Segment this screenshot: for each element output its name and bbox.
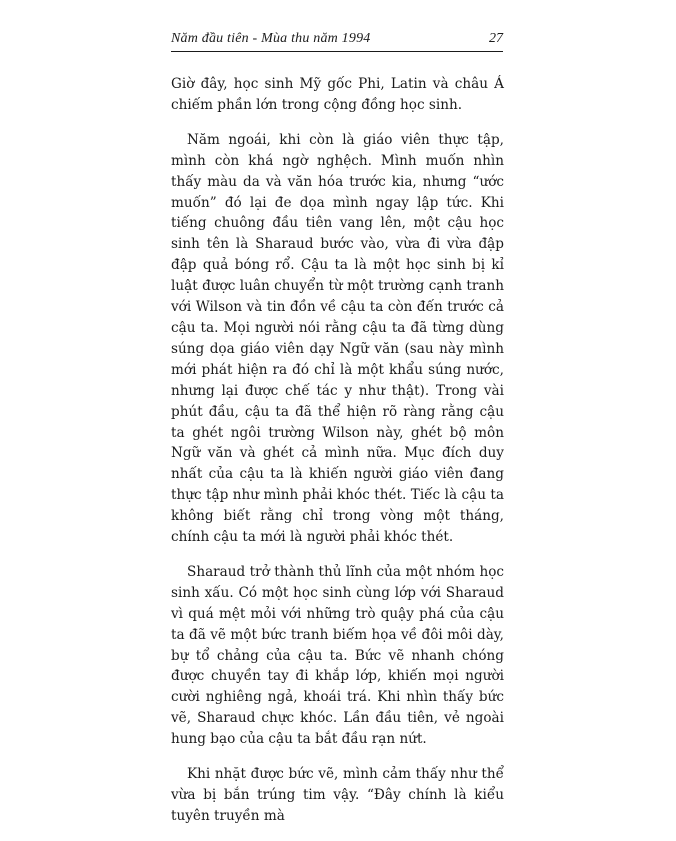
body-text — [171, 74, 504, 841]
paragraph: Giờ đây, học sinh Mỹ gốc Phi, Latin và châu Á chiếm phần lớn trong cộng đồng học sinh. — [171, 76, 504, 113]
paragraph: Sharaud trở thành thủ lĩnh của một nhóm học sinh xấu. Có một học sinh cùng lớp với Sharaud vì quá mệt mỏi với những trò quậy phá của cậu ta đã vẽ một bức tranh biếm họa về đôi môi dày, bự tổ chảng của cậu ta. Bức vẽ nhanh chóng được chuyền tay đi khắp lớp, khiến mọi người cười nghiêng ngả, khoái trá. Khi nhìn thấy bức vẽ, Sharaud chực khóc. Lần đầu tiên, vẻ ngoài hung bạo của cậu ta bắt đầu rạn nứt. — [171, 563, 504, 748]
paragraph: Năm ngoái, khi còn là giáo viên thực tập, mình còn khá ngờ nghệch. Mình muốn nhìn thấy màu da và văn hóa trước kia, nhưng “ước muốn” đó lại đe dọa mình ngay lập tức. Khi tiếng chuông đầu tiên vang lên, một cậu học sinh tên là Sharaud bước vào, vừa đi vừa đập đập quả bóng rổ. Cậu ta là một học sinh bị kỉ luật được luân chuyển từ một trường cạnh tranh với Wilson và tin đồn về cậu ta còn đến trước cả cậu ta. Mọi người nói rằng cậu ta đã từng dùng súng dọa giáo viên dạy Ngữ văn (sau này mình mới phát hiện ra đó chỉ là một khẩu súng nước, nhưng lại được chế tác y như thật). Trong vài phút đầu, cậu ta đã thể hiện rõ ràng rằng cậu ta ghét ngôi trường Wilson này, ghét bộ môn Ngữ văn và ghét cả mình nữa. Mục đích duy nhất của cậu ta là khiến người giáo viên đang thực tập như mình phải khóc thét. Tiếc là cậu ta không biết rằng chỉ trong vòng một tháng, chính cậu ta mới là người phải khóc thét. — [171, 131, 504, 546]
header-rule — [171, 51, 503, 52]
page-header — [171, 30, 503, 52]
page-number: 27 — [489, 31, 503, 46]
paragraph: Khi nhặt được bức vẽ, mình cảm thấy như thể vừa bị bắn trúng tim vậy. “Đây chính là kiểu tuyên truyền mà — [171, 766, 504, 824]
running-title: Năm đầu tiên - Mùa thu năm 1994 — [171, 31, 371, 46]
